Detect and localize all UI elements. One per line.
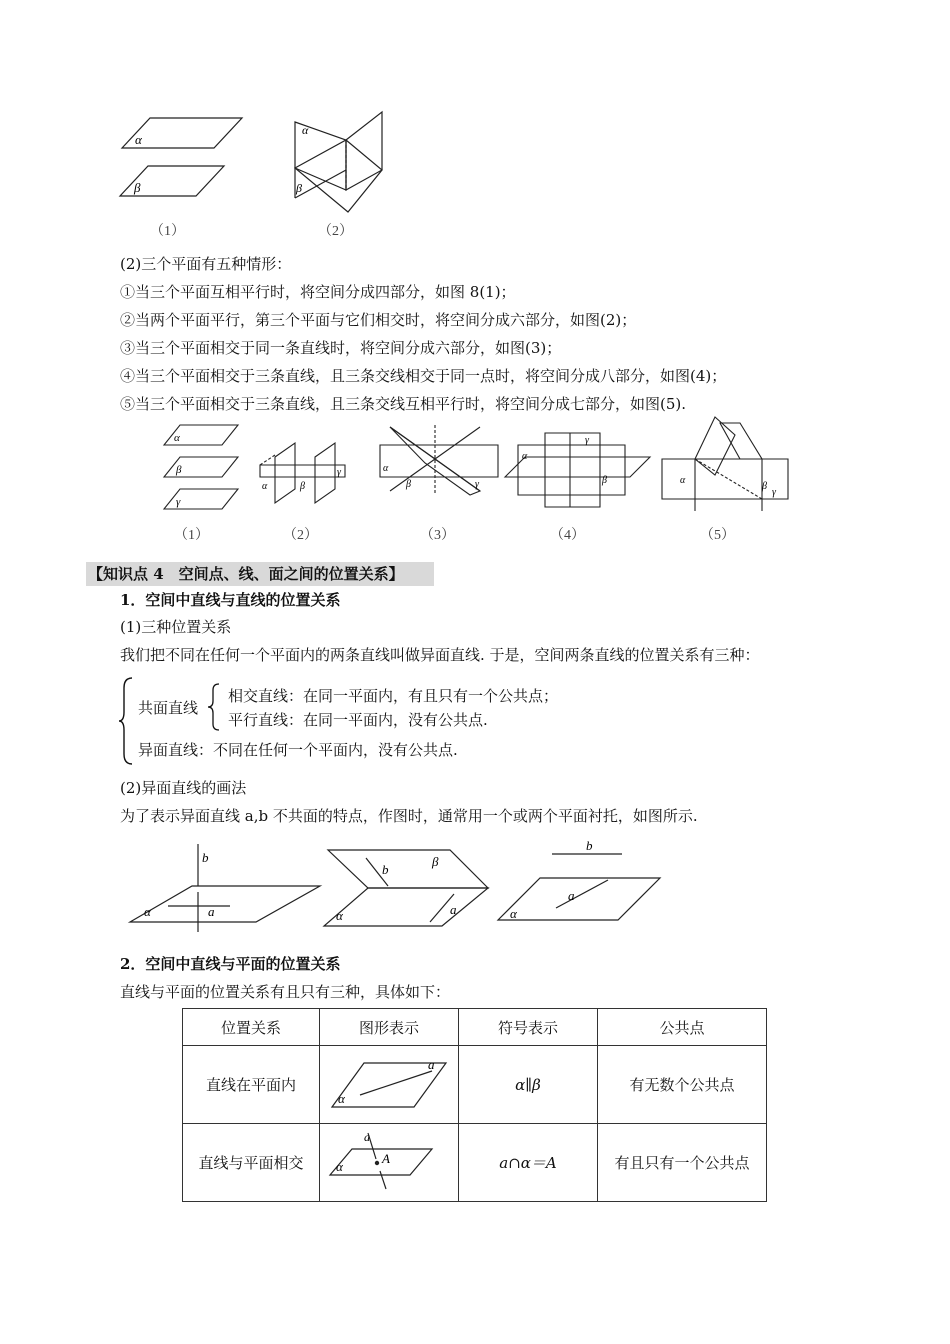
line-intersect-plane-figure xyxy=(324,1129,454,1193)
svg-text:γ: γ xyxy=(585,435,589,446)
line-in-plane-figure xyxy=(324,1053,454,1113)
svg-text:γ: γ xyxy=(772,487,776,498)
svg-text:β: β xyxy=(176,464,182,476)
svg-text:β: β xyxy=(406,479,411,490)
svg-text:α: α xyxy=(383,463,389,474)
skew-lines-figure xyxy=(120,836,680,936)
caption-2: （2） xyxy=(283,528,318,543)
relation-cell: 直线在平面内 xyxy=(183,1046,320,1124)
header-cell: 位置关系 xyxy=(183,1009,320,1046)
svg-text:γ: γ xyxy=(337,467,341,478)
paragraph: 直线与平面的位置关系有且只有三种，具体如下： xyxy=(120,983,451,1001)
caption-2: （2） xyxy=(318,224,353,239)
svg-text:b: b xyxy=(382,862,389,877)
svg-text:β: β xyxy=(300,481,305,492)
header-cell: 符号表示 xyxy=(459,1009,598,1046)
skew-text: 异面直线：不同在任何一个平面内，没有公共点. xyxy=(138,741,458,759)
three-planes-figure xyxy=(150,415,800,525)
three-planes-item: ②当两个平面平行，第三个平面与它们相交时，将空间分成六部分，如图(2)； xyxy=(120,311,637,329)
symbol-cell: α∥β xyxy=(459,1046,598,1124)
section-header: 【知识点 4 空间点、线、面之间的位置关系】 xyxy=(86,562,434,586)
svg-text:α: α xyxy=(680,475,686,486)
svg-text:α: α xyxy=(336,908,343,923)
paragraph: 为了表示异面直线 a,b 不共面的特点，作图时，通常用一个或两个平面衬托，如图所示. xyxy=(120,807,698,825)
svg-text:β: β xyxy=(432,854,439,869)
paragraph: 我们把不同在任何一个平面内的两条直线叫做异面直线. 于是，空间两条直线的位置关系有三种： xyxy=(120,646,760,664)
svg-text:α: α xyxy=(144,904,151,919)
figure-cell xyxy=(320,1124,459,1202)
svg-text:A: A xyxy=(382,1150,390,1166)
label-alpha: α xyxy=(135,132,142,147)
caption-1: （1） xyxy=(150,224,185,239)
three-planes-item: ⑤当三个平面相交于三条直线，且三条交线互相平行时，将空间分成七部分，如图(5). xyxy=(120,395,687,413)
caption-1: （1） xyxy=(174,528,209,543)
common-cell: 有无数个公共点 xyxy=(598,1046,767,1124)
svg-text:a: a xyxy=(450,902,457,917)
svg-text:α: α xyxy=(522,451,528,462)
svg-text:α: α xyxy=(510,906,517,921)
label-beta-2: β xyxy=(296,181,302,195)
svg-text:β: β xyxy=(602,475,607,486)
section-title: 2．空间中直线与平面的位置关系 xyxy=(120,955,341,973)
svg-text:a: a xyxy=(568,888,575,903)
svg-text:γ: γ xyxy=(176,496,181,508)
parallel-text: 平行直线：在同一平面内，没有公共点. xyxy=(228,711,488,729)
intersect-text: 相交直线：在同一平面内，有且只有一个公共点； xyxy=(228,687,559,705)
symbol-cell: a∩α＝A xyxy=(459,1124,598,1202)
relation-cell: 直线与平面相交 xyxy=(183,1124,320,1202)
three-planes-heading: (2)三个平面有五种情形： xyxy=(120,255,292,273)
figure-cell xyxy=(320,1046,459,1124)
outer-brace xyxy=(118,676,136,766)
table-header-row xyxy=(183,1009,767,1046)
three-planes-item: ①当三个平面互相平行时，将空间分成四部分，如图 8(1)； xyxy=(120,283,516,301)
three-planes-item: ④当三个平面相交于三条直线，且三条交线相交于同一点时，将空间分成八部分，如图(4)； xyxy=(120,367,727,385)
svg-text:α: α xyxy=(336,1158,343,1174)
subheading: (2)异面直线的画法 xyxy=(120,779,247,797)
inner-brace xyxy=(206,682,224,732)
coplanar-label: 共面直线 xyxy=(138,699,199,717)
svg-text:a: a xyxy=(364,1129,370,1144)
common-cell: 有且只有一个公共点 xyxy=(598,1124,767,1202)
caption-4: （4） xyxy=(550,528,585,543)
line-plane-table xyxy=(182,1008,767,1202)
label-beta: β xyxy=(134,180,141,195)
label-alpha-2: α xyxy=(302,123,309,137)
subheading: (1)三种位置关系 xyxy=(120,618,232,636)
svg-text:β: β xyxy=(762,481,767,492)
caption-3: （3） xyxy=(420,528,455,543)
section-title: 1．空间中直线与直线的位置关系 xyxy=(120,591,341,609)
table-row xyxy=(183,1046,767,1124)
svg-text:α: α xyxy=(174,432,180,444)
svg-text:γ: γ xyxy=(475,479,479,490)
svg-text:a: a xyxy=(428,1056,435,1072)
three-planes-item: ③当三个平面相交于同一条直线时，将空间分成六部分，如图(3)； xyxy=(120,339,562,357)
svg-text:b: b xyxy=(202,850,209,865)
header-cell: 图形表示 xyxy=(320,1009,459,1046)
svg-text:a: a xyxy=(208,904,215,919)
caption-5: （5） xyxy=(700,528,735,543)
header-cell: 公共点 xyxy=(598,1009,767,1046)
svg-text:α: α xyxy=(262,481,268,492)
svg-text:b: b xyxy=(586,838,593,853)
table-row xyxy=(183,1124,767,1202)
svg-text:α: α xyxy=(338,1090,345,1106)
